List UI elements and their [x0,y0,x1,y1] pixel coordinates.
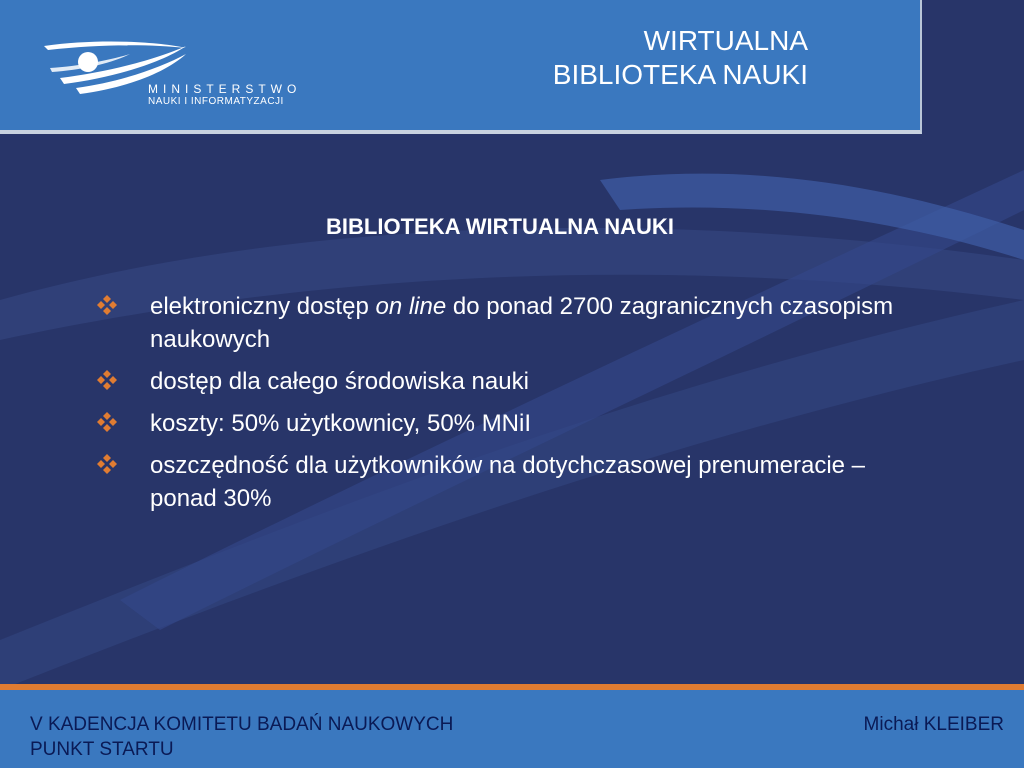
footer-author: Michał KLEIBER [863,714,1004,735]
page-title-line2: BIBLIOTEKA NAUKI [552,59,808,90]
bullet-text: oszczędność dla użytkowników na dotychczasowej prenumeracie – ponad 30% [150,452,866,512]
list-item [96,407,936,440]
bullet-text: dostęp dla całego środowiska nauki [150,368,529,395]
bullet-text: koszty: 50% użytkownicy, 50% MNiI [150,410,532,437]
page-title [553,24,808,92]
page-title-line1: WIRTUALNA [643,25,808,56]
diamond-bullet-icon [96,369,118,391]
diamond-bullet-icon [96,453,118,475]
list-item [96,290,936,356]
logo-text-line2: NAUKI I INFORMATYZACJI [148,96,284,107]
list-item [96,449,936,515]
diamond-bullet-icon [96,411,118,433]
bullet-text-italic: on line [375,293,447,320]
list-item [96,365,936,398]
diamond-bullet-icon [96,294,118,316]
footer-bar [0,690,1024,768]
bullet-text-part: do ponad 2700 zagranicznych czasopism naukowych [150,293,894,353]
footer-line2: PUNKT STARTU [30,739,174,760]
bullet-text-part: elektroniczny dostęp [150,293,376,320]
footer-line1: V KADENCJA KOMITETU BADAŃ NAUKOWYCH [30,714,454,735]
footer-left-text [30,712,453,762]
logo-text-line1: MINISTERSTWO [148,82,302,96]
section-title: BIBLIOTEKA WIRTUALNA NAUKI [326,214,674,239]
bullet-list [96,290,936,524]
header-bar [0,0,922,134]
